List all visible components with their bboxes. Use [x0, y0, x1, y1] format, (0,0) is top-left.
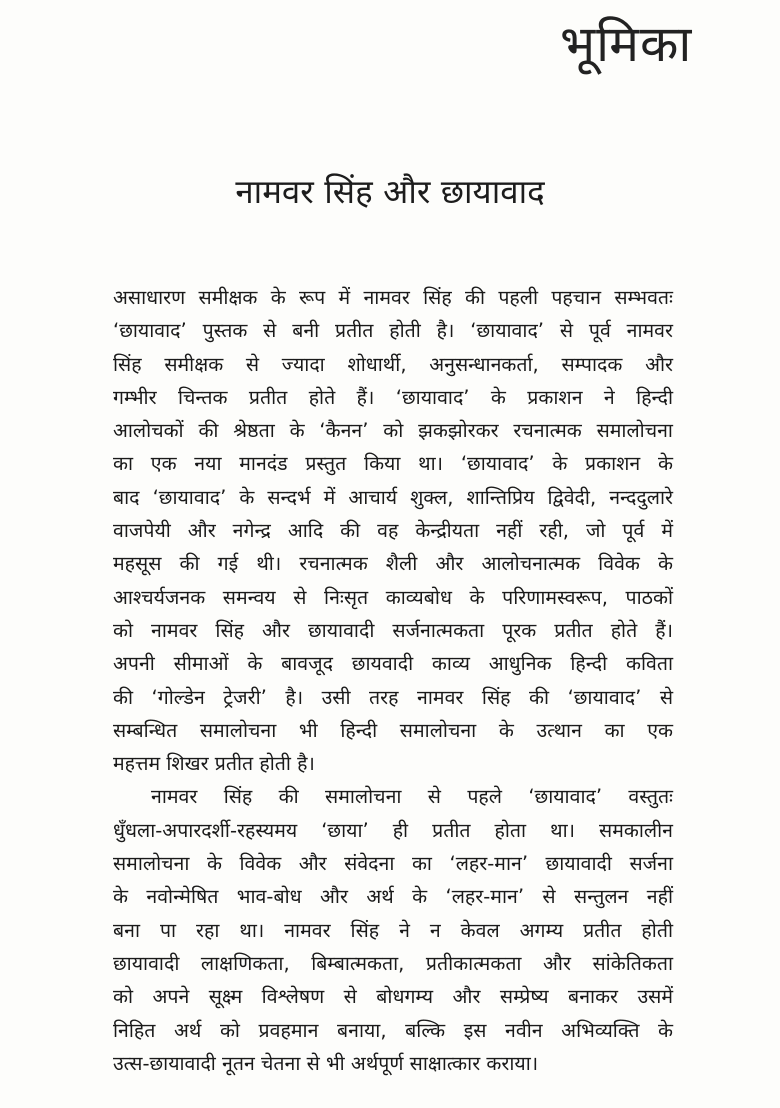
paragraph-line: का एक नया मानदंड प्रस्तुत किया था। ‘छायावाद’ के प्रकाशन के — [113, 452, 673, 476]
paragraph-line: बना पा रहा था। नामवर सिंह ने न केवल अगम्य प्रतीत होती — [113, 918, 673, 942]
paragraph-line: आलोचकों की श्रेष्ठता के ‘कैनन’ को झकझोरकर रचनात्मक समालोचना — [113, 419, 673, 443]
chapter-title: नामवर सिंह और छायावाद — [235, 172, 545, 211]
paragraph-line: की ‘गोल्डेन ट्रेजरी’ है। उसी तरह नामवर सिंह की ‘छायावाद’ से — [113, 685, 673, 709]
paragraph-line: आश्चर्यजनक समन्वय से निःसृत काव्यबोध के परिणामस्वरूप, पाठकों — [113, 585, 673, 609]
paragraph-line: को नामवर सिंह और छायावादी सर्जनात्मकता पूरक प्रतीत होते हैं। — [113, 618, 673, 642]
paragraph-line: को अपने सूक्ष्म विश्लेषण से बोधगम्य और सम्प्रेष्य बनाकर उसमें — [113, 985, 673, 1009]
paragraph-line: असाधारण समीक्षक के रूप में नामवर सिंह की पहली पहचान सम्भवतः — [113, 286, 673, 309]
paragraph-line: निहित अर्थ को प्रवहमान बनाया, बल्कि इस नवीन अभिव्यक्ति के — [113, 1018, 673, 1042]
paragraph-line: के नवोन्मेषित भाव-बोध और अर्थ के ‘लहर-मान’ से सन्तुलन नहीं — [113, 885, 673, 909]
paragraph-line: वाजपेयी और नगेन्द्र आदि की वह केन्द्रीयता नहीं रही, जो पूर्व में — [113, 519, 673, 543]
section-label: भूमिका — [560, 15, 693, 73]
paragraph-line: महसूस की गई थी। रचनात्मक शैली और आलोचनात्मक विवेक के — [113, 552, 673, 576]
paragraph-line: उत्स-छायावादी नूतन चेतना से भी अर्थपूर्ण साक्षात्कार कराया। — [113, 1051, 539, 1075]
body-text — [113, 281, 673, 1080]
paragraph-line: सिंह समीक्षक से ज्यादा शोधार्थी, अनुसन्धानकर्ता, सम्पादक और — [113, 352, 673, 376]
paragraph-line: महत्तम शिखर प्रतीत होती है। — [113, 752, 315, 776]
paragraph-line: नामवर सिंह की समालोचना से पहले ‘छायावाद’ वस्तुतः — [151, 785, 673, 809]
paragraph-line: ‘छायावाद’ पुस्तक से बनी प्रतीत होती है। ‘छायावाद’ से पूर्व नामवर — [113, 319, 673, 343]
paragraph-line: गम्भीर चिन्तक प्रतीत होते हैं। ‘छायावाद’ के प्रकाशन ने हिन्दी — [113, 385, 673, 409]
paragraph-line: धुँधला-अपारदर्शी-रहस्यमय ‘छाया’ ही प्रतीत होता था। समकालीन — [113, 818, 673, 842]
paragraph-line: बाद ‘छायावाद’ के सन्दर्भ में आचार्य शुक्ल, शान्तिप्रिय द्विवेदी, नन्ददुलारे — [113, 485, 673, 509]
paragraph-line: छायावादी लाक्षणिकता, बिम्बात्मकता, प्रतीकात्मकता और सांकेतिकता — [113, 951, 673, 975]
paragraph-line: अपनी सीमाओं के बावजूद छायवादी काव्य आधुनिक हिन्दी कविता — [113, 652, 673, 676]
paragraph-line: सम्बन्धित समालोचना भी हिन्दी समालोचना के उत्थान का एक — [113, 718, 673, 742]
paragraph-line: समालोचना के विवेक और संवेदना का ‘लहर-मान’ छायावादी सर्जना — [113, 852, 673, 876]
